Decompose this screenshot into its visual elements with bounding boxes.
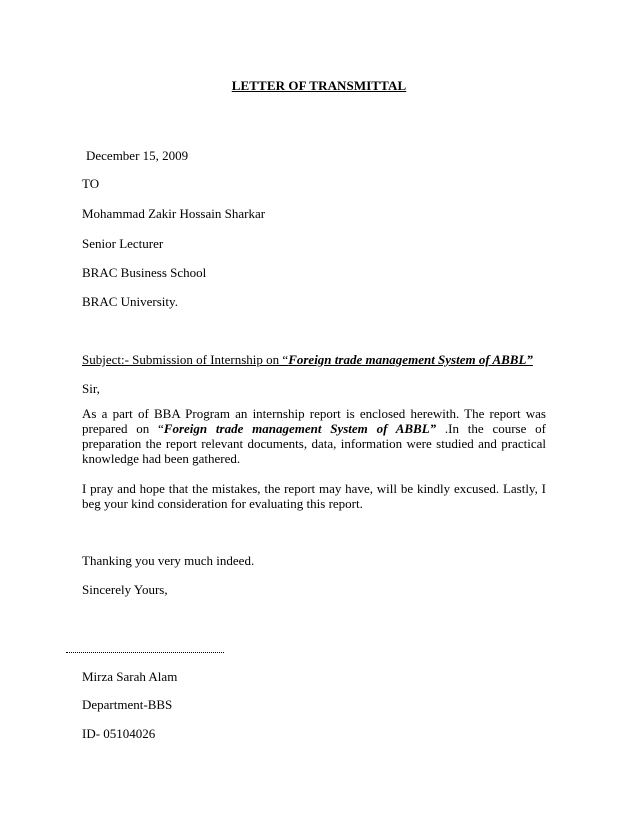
para1-emphasis: Foreign trade management System of ABBL” <box>163 421 437 436</box>
signer-name: Mirza Sarah Alam <box>82 669 178 684</box>
recipient-university: BRAC University. <box>82 294 178 309</box>
subject-prefix: Subject:- Submission of Internship on “ <box>82 352 289 367</box>
salutation: Sir, <box>82 381 100 396</box>
recipient-to-label: TO <box>82 176 100 191</box>
signature-line <box>66 652 224 653</box>
thanks-line: Thanking you very much indeed. <box>82 553 255 568</box>
subject-line <box>82 352 533 368</box>
recipient-name: Mohammad Zakir Hossain Sharkar <box>82 206 266 221</box>
recipient-position: Senior Lecturer <box>82 236 164 251</box>
body-paragraph-2: I pray and hope that the mistakes, the report may have, will be kindly excused. Lastly, I beg your kind consideration for evaluating this report. <box>82 481 546 511</box>
closing-line: Sincerely Yours, <box>82 582 168 597</box>
body-paragraph-1 <box>82 406 546 466</box>
signer-department: Department-BBS <box>82 697 173 712</box>
signer-id: ID- 05104026 <box>82 726 156 741</box>
letter-date: December 15, 2009 <box>86 148 189 163</box>
letter-title: LETTER OF TRANSMITTAL <box>231 78 407 93</box>
para1-text-end: .In the course of preparation the report relevant documents, data, information were studied and practical knowledge had been gathered. <box>82 421 546 466</box>
para1-text-start: As a part of BBA Program an internship report is enclosed herewith. The report was prepared on “ <box>82 406 546 436</box>
subject-emphasis: Foreign trade management System of ABBL” <box>288 352 533 367</box>
recipient-school: BRAC Business School <box>82 265 207 280</box>
